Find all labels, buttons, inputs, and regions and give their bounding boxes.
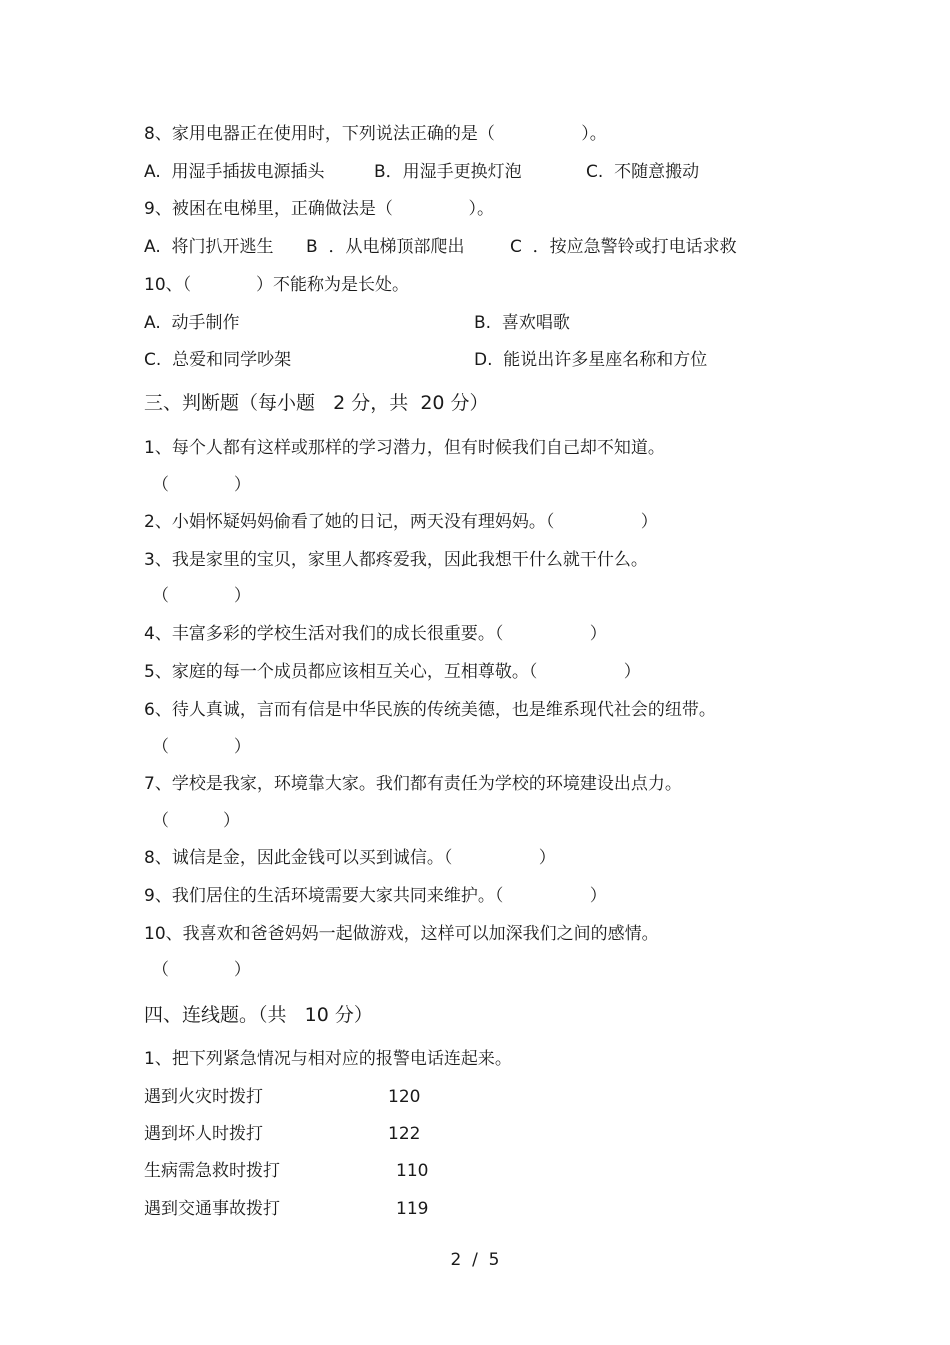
judge-item-6: 6、待人真诚，言而有信是中华民族的传统美德，也是维系现代社会的纽带。	[144, 700, 716, 720]
q10-option-c: C. 总爱和同学吵架	[144, 350, 292, 370]
judge-item-10: 10、我喜欢和爸爸妈妈一起做游戏，这样可以加深我们之间的感情。	[144, 924, 659, 944]
judge-item-8: 8、诚信是金，因此金钱可以买到诚信。（ ）	[144, 848, 556, 868]
match-left-2: 遇到坏人时拨打	[144, 1124, 263, 1144]
q10-option-a: A. 动手制作	[144, 313, 240, 333]
match-left-1: 遇到火灾时拨打	[144, 1087, 263, 1107]
q10-option-d: D. 能说出许多星座名称和方位	[474, 350, 708, 370]
judge-item-2: 2、小娟怀疑妈妈偷看了她的日记，两天没有理妈妈。（ ）	[144, 512, 658, 532]
judge-item-7: 7、学校是我家，环境靠大家。我们都有责任为学校的环境建设出点力。	[144, 774, 682, 794]
match-left-3: 生病需急救时拨打	[144, 1161, 280, 1181]
judge-item-10-paren: （ ）	[152, 960, 251, 980]
q10-option-b: B. 喜欢唱歌	[474, 313, 570, 333]
matching-instruction: 1、把下列紧急情况与相对应的报警电话连起来。	[144, 1049, 512, 1069]
match-right-2: 122	[388, 1124, 421, 1144]
judge-item-5: 5、家庭的每一个成员都应该相互关心，互相尊敬。（ ）	[144, 662, 641, 682]
q8-option-b: B．用湿手更换灯泡	[374, 162, 522, 182]
judge-item-9: 9、我们居住的生活环境需要大家共同来维护。（ ）	[144, 886, 607, 906]
match-right-3: 110	[396, 1161, 429, 1181]
q9-option-b: B ．从电梯顶部爬出	[306, 237, 465, 257]
judge-item-3-paren: （ ）	[152, 586, 251, 606]
question-8-stem: 8、家用电器正在使用时，下列说法正确的是（ ）。	[144, 124, 607, 144]
q9-option-c: C ．按应急警铃或打电话求救	[510, 237, 737, 257]
judge-item-3: 3、我是家里的宝贝，家里人都疼爱我，因此我想干什么就干什么。	[144, 550, 648, 570]
judge-item-1-paren: （ ）	[152, 475, 251, 495]
judge-item-4: 4、丰富多彩的学校生活对我们的成长很重要。（ ）	[144, 624, 607, 644]
match-right-1: 120	[388, 1087, 421, 1107]
judge-item-7-paren: （ ）	[152, 811, 241, 831]
judge-item-6-paren: （ ）	[152, 737, 251, 757]
match-left-4: 遇到交通事故拨打	[144, 1199, 280, 1219]
question-9-stem: 9、被困在电梯里，正确做法是（ ）。	[144, 199, 494, 219]
q9-option-a: A. 将门扒开逃生	[144, 237, 274, 257]
judge-item-1: 1、每个人都有这样或那样的学习潜力，但有时候我们自己却不知道。	[144, 438, 665, 458]
page-number: 2 / 5	[450, 1250, 500, 1270]
match-right-4: 119	[396, 1199, 429, 1219]
q8-option-a: A. 用湿手插拔电源插头	[144, 162, 325, 182]
q8-option-c: C. 不随意搬动	[586, 162, 700, 182]
question-10-stem: 10、（ ）不能称为是长处。	[144, 275, 409, 295]
section-4-title: 四、连线题。（共 10 分）	[144, 1004, 373, 1026]
section-3-title: 三、判断题（每小题 2 分，共 20 分）	[144, 392, 489, 414]
